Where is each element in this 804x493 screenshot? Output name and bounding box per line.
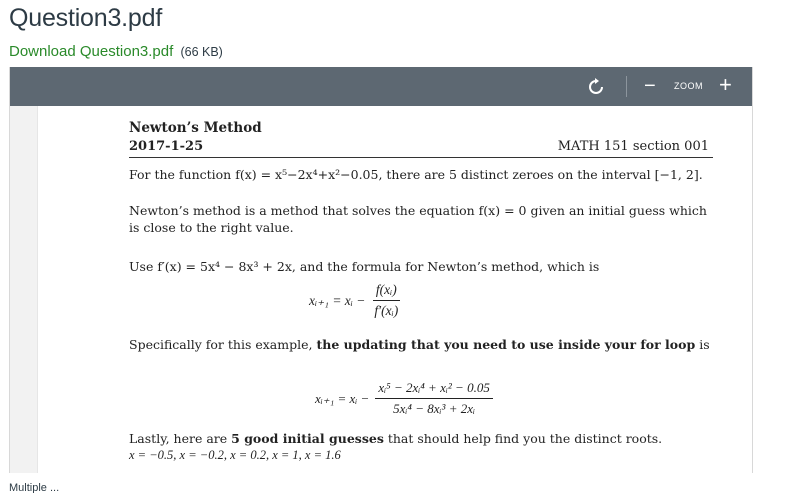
formula-denominator: f′(xᵢ) (374, 303, 399, 318)
update-numerator: xᵢ⁵ − 2xᵢ⁴ + xᵢ² − 0.05 (375, 380, 492, 399)
update-formula (315, 380, 493, 417)
p5-start: Lastly, here are (129, 431, 232, 446)
p4-bold: the updating that you need to use inside your for loop (316, 337, 696, 352)
p5-bold: 5 good initial guesses (231, 431, 384, 446)
paragraph-function: For the function f(x) = x⁵−2x⁴+x²−0.05, there are 5 distinct zeroes on the interval [−1, 2]. (129, 167, 703, 182)
header-rule (129, 157, 713, 158)
page-title: Question3.pdf (9, 4, 163, 32)
cut-off-text: Multiple ... (9, 482, 60, 493)
zoom-label: ZOOM (674, 81, 703, 91)
p4-end: is (695, 337, 710, 352)
newton-formula (309, 282, 401, 319)
document-page[interactable] (10, 106, 753, 473)
zoom-out-button[interactable]: − (644, 75, 656, 97)
refresh-icon[interactable] (587, 78, 605, 96)
update-denominator: 5xᵢ⁴ − 8xᵢ³ + 2xᵢ (393, 401, 476, 416)
pdf-viewer (9, 67, 753, 473)
file-size: (66 KB) (180, 45, 223, 59)
formula-numerator: f(xᵢ) (373, 282, 400, 301)
paragraph-initial-guesses (129, 430, 715, 447)
doc-course: MATH 151 section 001 (557, 139, 709, 154)
formula-fraction (371, 282, 401, 319)
update-lhs: xᵢ₊₁ = xᵢ − (315, 390, 370, 406)
formula-lhs: xᵢ₊₁ = xᵢ − (309, 292, 366, 308)
toolbar-separator (626, 76, 627, 97)
paragraph-update-rule (129, 336, 715, 353)
doc-date: 2017-1-25 (129, 139, 204, 154)
p5-end: that should help find you the distinct roots. (383, 431, 663, 446)
viewer-toolbar (10, 67, 753, 106)
initial-guess-values: x = −0.5, x = −0.2, x = 0.2, x = 1, x = 1.6 (129, 448, 341, 462)
paragraph-newton-description: Newton’s method is a method that solves the equation f(x) = 0 given an initial guess which is close to the right value. (129, 203, 707, 235)
update-fraction (375, 380, 492, 417)
page-gutter (10, 106, 38, 473)
doc-title: Newton’s Method (129, 120, 262, 136)
p4-start: Specifically for this example, (129, 337, 317, 352)
download-row (9, 43, 223, 60)
paragraph-derivative: Use f′(x) = 5x⁴ − 8x³ + 2x, and the formula for Newton’s method, which is (129, 259, 600, 274)
zoom-in-button[interactable]: + (719, 72, 732, 97)
download-link[interactable]: Download Question3.pdf (9, 43, 174, 60)
